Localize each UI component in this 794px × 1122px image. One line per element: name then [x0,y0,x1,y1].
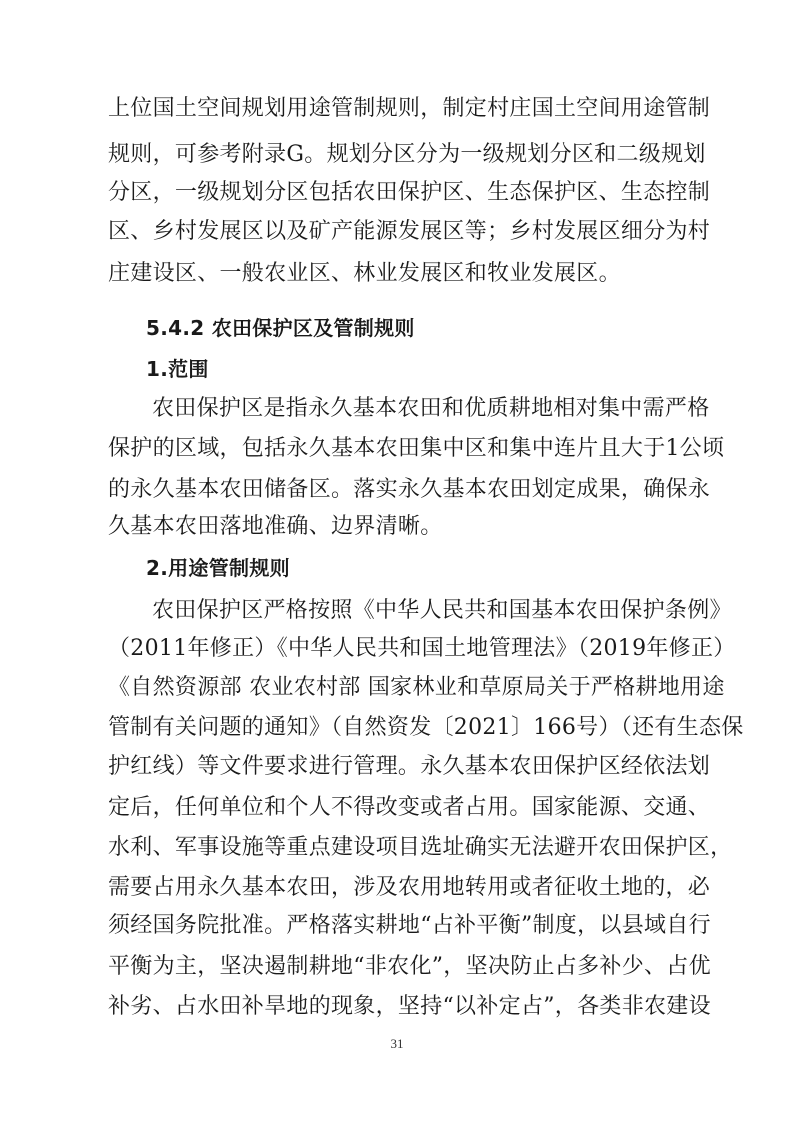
paragraph-line: 规则，可参考附录G。规划分区分为一级规划分区和二级规划 [108,142,706,167]
paragraph-line: （2011年修正）《中华人民共和国土地管理法》（2019年修正） [108,636,736,661]
paragraph-line: 农田保护区是指永久基本农田和优质耕地相对集中需严格 [152,396,710,421]
paragraph-line: 久基本农田落地准确、边界清晰。 [108,514,443,539]
subsection-heading: 1.范围 [146,357,209,381]
paragraph-line: 补劣、占水田补旱地的现象，坚持“以补定占”，各类非农建设 [108,994,711,1019]
paragraph-line: 保护的区域，包括永久基本农田集中区和集中连片且大于1公顷 [108,436,725,461]
paragraph-line: 《自然资源部 农业农村部 国家林业和草原局关于严格耕地用途 [108,675,725,700]
paragraph-line: 定后，任何单位和个人不得改变或者占用。国家能源、交通、 [108,795,711,820]
paragraph-line: 水利、军事设施等重点建设项目选址确实无法避开农田保护区， [108,835,733,860]
paragraph-line: 区、乡村发展区以及矿产能源发展区等；乡村发展区细分为村 [108,219,711,244]
paragraph-line: 农田保护区严格按照《中华人民共和国基本农田保护条例》 [152,598,732,623]
paragraph-line: 须经国务院批准。严格落实耕地“占补平衡”制度，以县域自行 [108,913,711,938]
paragraph-line: 需要占用永久基本农田，涉及农用地转用或者征收土地的，必 [108,875,711,900]
paragraph-line: 上位国土空间规划用途管制规则，制定村庄国土空间用途管制 [108,96,711,121]
paragraph-line: 分区，一级规划分区包括农田保护区、生态保护区、生态控制 [108,180,711,205]
paragraph-line: 护红线）等文件要求进行管理。永久基本农田保护区经依法划 [108,754,711,779]
paragraph-line: 的永久基本农田储备区。落实永久基本农田划定成果，确保永 [108,477,711,502]
subsection-heading: 2.用途管制规则 [146,556,290,580]
page-number: 31 [390,1036,404,1051]
paragraph-line: 庄建设区、一般农业区、林业发展区和牧业发展区。 [108,261,621,286]
section-heading: 5.4.2 农田保护区及管制规则 [146,316,415,340]
paragraph-line: 平衡为主，坚决遏制耕地“非农化”，坚决防止占多补少、占优 [108,954,711,979]
paragraph-line: 管制有关问题的通知》（自然资发〔2021〕166号）（还有生态保 [108,715,744,740]
